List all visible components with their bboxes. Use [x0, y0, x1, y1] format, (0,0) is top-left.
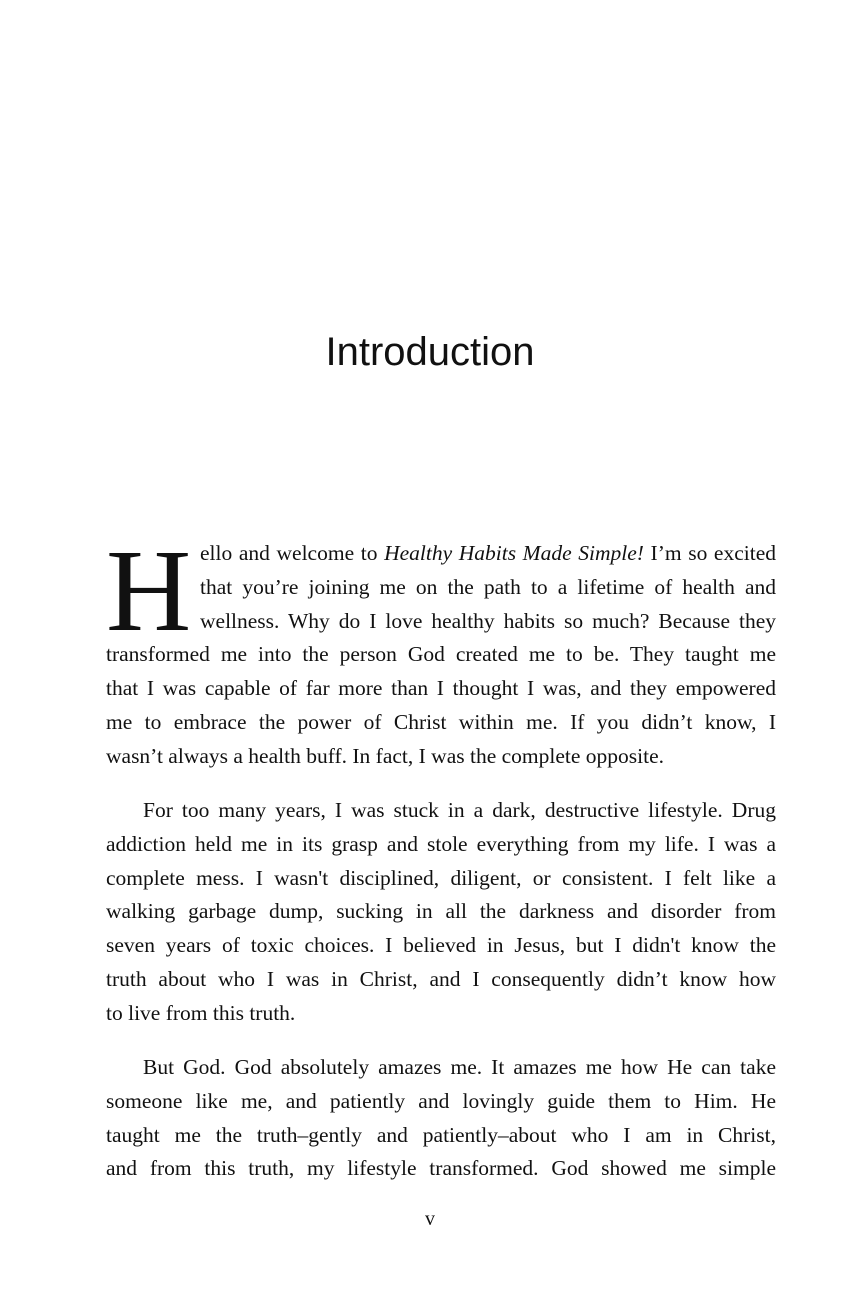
text-line: walking garbage dump, sucking in all the darkness and disorder from: [106, 899, 776, 924]
paragraph-1: [106, 525, 777, 774]
text-line: that you’re joining me on the path to a lifetime of health and: [200, 574, 776, 599]
text-line: wasn’t always a health buff. In fact, I was the complete opposite.: [106, 743, 665, 768]
text-line: transformed me into the person God created me to be. They taught me: [106, 642, 776, 667]
text-segment: ello and welcome to: [200, 541, 385, 565]
page-number: v: [425, 1208, 435, 1230]
text-line: and from this truth, my lifestyle transformed. God showed me simple: [106, 1156, 776, 1181]
paragraph-2: [106, 794, 776, 1031]
text-line: someone like me, and patiently and lovingly guide them to Him. He: [106, 1088, 776, 1113]
paragraph-3: [106, 1051, 776, 1186]
text-segment: I’m so excited: [643, 541, 777, 565]
text-line: wellness. Why do I love healthy habits so much? Because they: [200, 608, 776, 633]
text-line: that I was capable of far more than I thought I was, and they empowered: [106, 676, 776, 701]
drop-cap: H: [106, 525, 192, 656]
book-title: Healthy Habits Made Simple!: [384, 541, 644, 565]
text-line: truth about who I was in Christ, and I consequently didn’t know how: [106, 966, 776, 991]
chapter-title: Introduction: [325, 330, 535, 374]
text-line: complete mess. I wasn't disciplined, diligent, or consistent. I felt like a: [106, 865, 776, 890]
text-line: For too many years, I was stuck in a dark, destructive lifestyle. Drug: [143, 798, 776, 822]
text-line: to live from this truth.: [106, 1000, 296, 1025]
text-line: seven years of toxic choices. I believed in Jesus, but I didn't know the: [106, 933, 776, 958]
text-line: taught me the truth–gently and patiently–about who I am in Christ,: [106, 1122, 776, 1147]
text-line: me to embrace the power of Christ within me. If you didn’t know, I: [106, 709, 776, 734]
text-line: [200, 537, 776, 571]
text-line: addiction held me in its grasp and stole everything from my life. I was a: [106, 831, 776, 856]
text-line: But God. God absolutely amazes me. It amazes me how He can take: [143, 1055, 776, 1079]
